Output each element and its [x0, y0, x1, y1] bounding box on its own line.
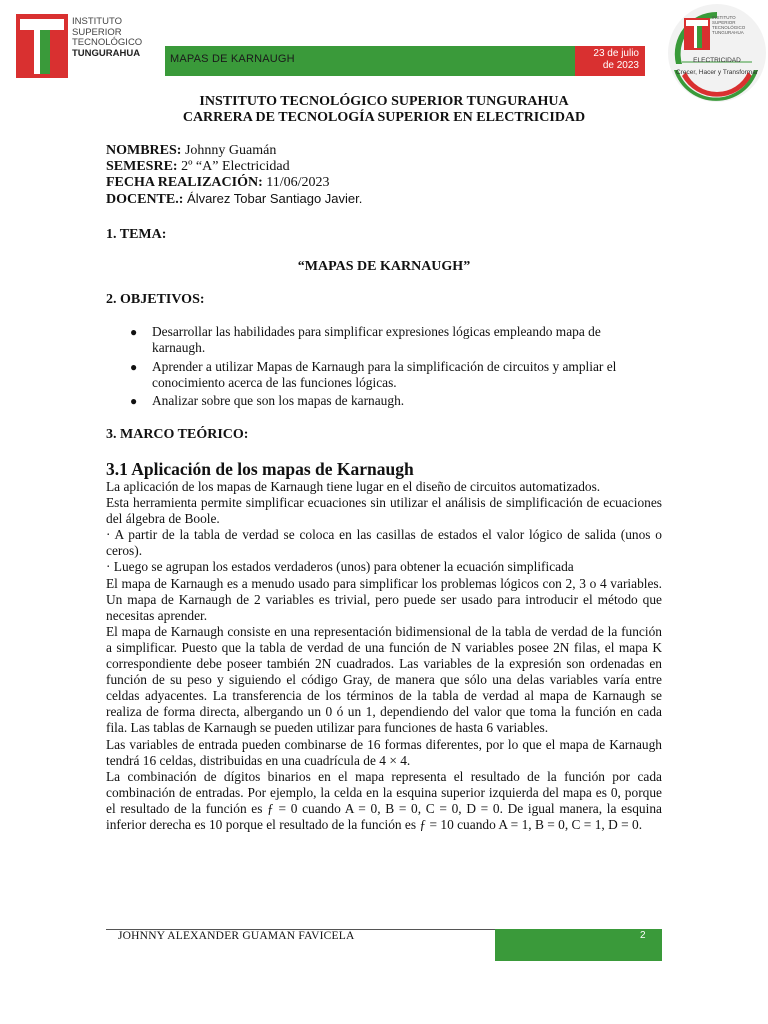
paragraph: La aplicación de los mapas de Karnaugh tiene lugar en el diseño de circuitos automatizados.	[106, 479, 601, 494]
tema-heading: 1. TEMA:	[106, 227, 167, 242]
paragraph: · A partir de la tabla de verdad se coloca en las casillas de estados el valor lógico de salida (unos o ceros).	[106, 527, 662, 559]
names-row	[106, 143, 276, 159]
date-line-1: 23 de julio	[593, 48, 639, 59]
logo-line: INSTITUTO	[72, 16, 122, 27]
bullet-icon: ●	[130, 394, 138, 408]
badge-line: SUPERIOR	[712, 20, 736, 25]
logo-line: TECNOLÓGICO	[72, 37, 143, 48]
paragraph: Esta herramienta permite simplificar ecuaciones sin utilizar el análisis de simplificación de ecuaciones del álgebra de Boole.	[106, 495, 662, 527]
badge-label: ELECTRICIDAD	[693, 57, 741, 64]
bullet-icon: ●	[130, 360, 138, 374]
teacher-label: DOCENTE.:	[106, 192, 184, 207]
date-line-2: de 2023	[602, 60, 639, 71]
bullet-icon: ●	[130, 325, 138, 339]
objective-text: Aprender a utilizar Mapas de Karnaugh para la simplificación de circuitos y ampliar el conocimiento acerca de las funciones lógicas.	[152, 359, 617, 391]
names-label: NOMBRES:	[106, 143, 182, 158]
career-title: CARRERA DE TECNOLOGÍA SUPERIOR EN ELECTRICIDAD	[182, 110, 586, 125]
paragraph: · Luego se agrupan los estados verdaderos (unos) para obtener la ecuación simplificada	[106, 559, 574, 575]
subsection-heading: 3.1 Aplicación de los mapas de Karnaugh	[106, 459, 414, 479]
tema-text: “MAPAS DE KARNAUGH”	[297, 259, 471, 274]
paragraph: El mapa de Karnaugh es a menudo usado para simplificar los problemas lógicos con 2, 3 o 4 variables. Un mapa de Karnaugh de 2 variables es trivial, pero puede ser usado para introducir el método que necesitas aprender.	[106, 575, 662, 623]
logo-line: TUNGURAHUA	[72, 47, 141, 59]
objective-item	[130, 393, 652, 409]
marco-heading: 3. MARCO TEÓRICO:	[106, 427, 249, 442]
badge-line: TUNGURAHUA	[712, 30, 744, 35]
paragraph: El mapa de Karnaugh consiste en una representación bidimensional de la tabla de verdad de la función a simplificar. Puesto que la tabla de verdad de una función de N variables posee 2N filas, el mapa K correspondiente debe poseer también 2N cuadrados. Las variables de la expresión son ordenadas en función de su peso y siguiendo el código Gray, de manera que sólo una delas variables varía entre celdas adyacentes. La transferencia de los términos de la tabla de verdad al mapa de Karnaugh se realiza de forma directa, albergando un 0 ó un 1, dependiendo del valor que toma la función en cada fila. Las tablas de Karnaugh se pueden utilizar para funciones de hasta 6 variables.	[106, 623, 662, 736]
names-value: Johnny Guamán	[181, 143, 277, 158]
header-title: MAPAS DE KARNAUGH	[170, 53, 295, 65]
teacher-value: Álvarez Tobar Santiago Javier.	[183, 191, 363, 206]
institute-logo	[16, 14, 68, 78]
logo-line: SUPERIOR	[72, 26, 122, 38]
footer-bar	[495, 929, 662, 961]
logo-wordmark	[72, 17, 142, 59]
institute-title: INSTITUTO TECNOLÓGICO SUPERIOR TUNGURAHUA	[199, 94, 569, 109]
badge-line: TECNOLÓGICO	[712, 25, 746, 30]
paragraph: La combinación de dígitos binarios en el mapa representa el resultado de la función por cada combinación de entradas. Por ejemplo, la celda en la esquina superior izquierda del mapa es 0, porque el resultado de la función es ƒ = 0 cuando A = 0, B = 0, C = 0, D = 0. De igual manera, la esquina inferior derecha es 10 porque el resultado de la función es ƒ = 10 cuando A = 1, B = 0, C = 1, D = 0.	[106, 768, 662, 832]
paragraph: Las variables de entrada pueden combinarse de 16 formas diferentes, por lo que el mapa de Karnaugh tendrá 16 celdas, distribuidas en una cuadrícula de 4 × 4.	[106, 736, 662, 768]
badge-line: INSTITUTO	[712, 15, 736, 20]
teacher-row	[106, 191, 362, 208]
badge-slogan: Crecer, Hacer y Transformar	[676, 69, 758, 76]
footer-author: JOHNNY ALEXANDER GUAMAN FAVICELA	[118, 930, 355, 942]
objective-item	[130, 324, 652, 356]
objective-text: Analizar sobre que son los mapas de karnaugh.	[152, 393, 405, 408]
objective-text: Desarrollar las habilidades para simplificar expresiones lógicas empleando mapa de karnaugh.	[152, 324, 601, 356]
objetivos-heading: 2. OBJETIVOS:	[106, 292, 205, 307]
objective-item	[130, 359, 652, 391]
date-label: FECHA REALIZACIÓN:	[106, 175, 263, 190]
page-number: 2	[640, 930, 646, 941]
semester-label: SEMESRE:	[106, 159, 178, 174]
semester-value: 2º “A” Electricidad	[177, 159, 290, 174]
date-row	[106, 175, 330, 191]
semester-row	[106, 159, 290, 175]
body-text	[106, 479, 662, 833]
date-value: 11/06/2023	[262, 175, 330, 190]
badge-wordmark	[712, 15, 745, 35]
header-date	[575, 46, 645, 76]
